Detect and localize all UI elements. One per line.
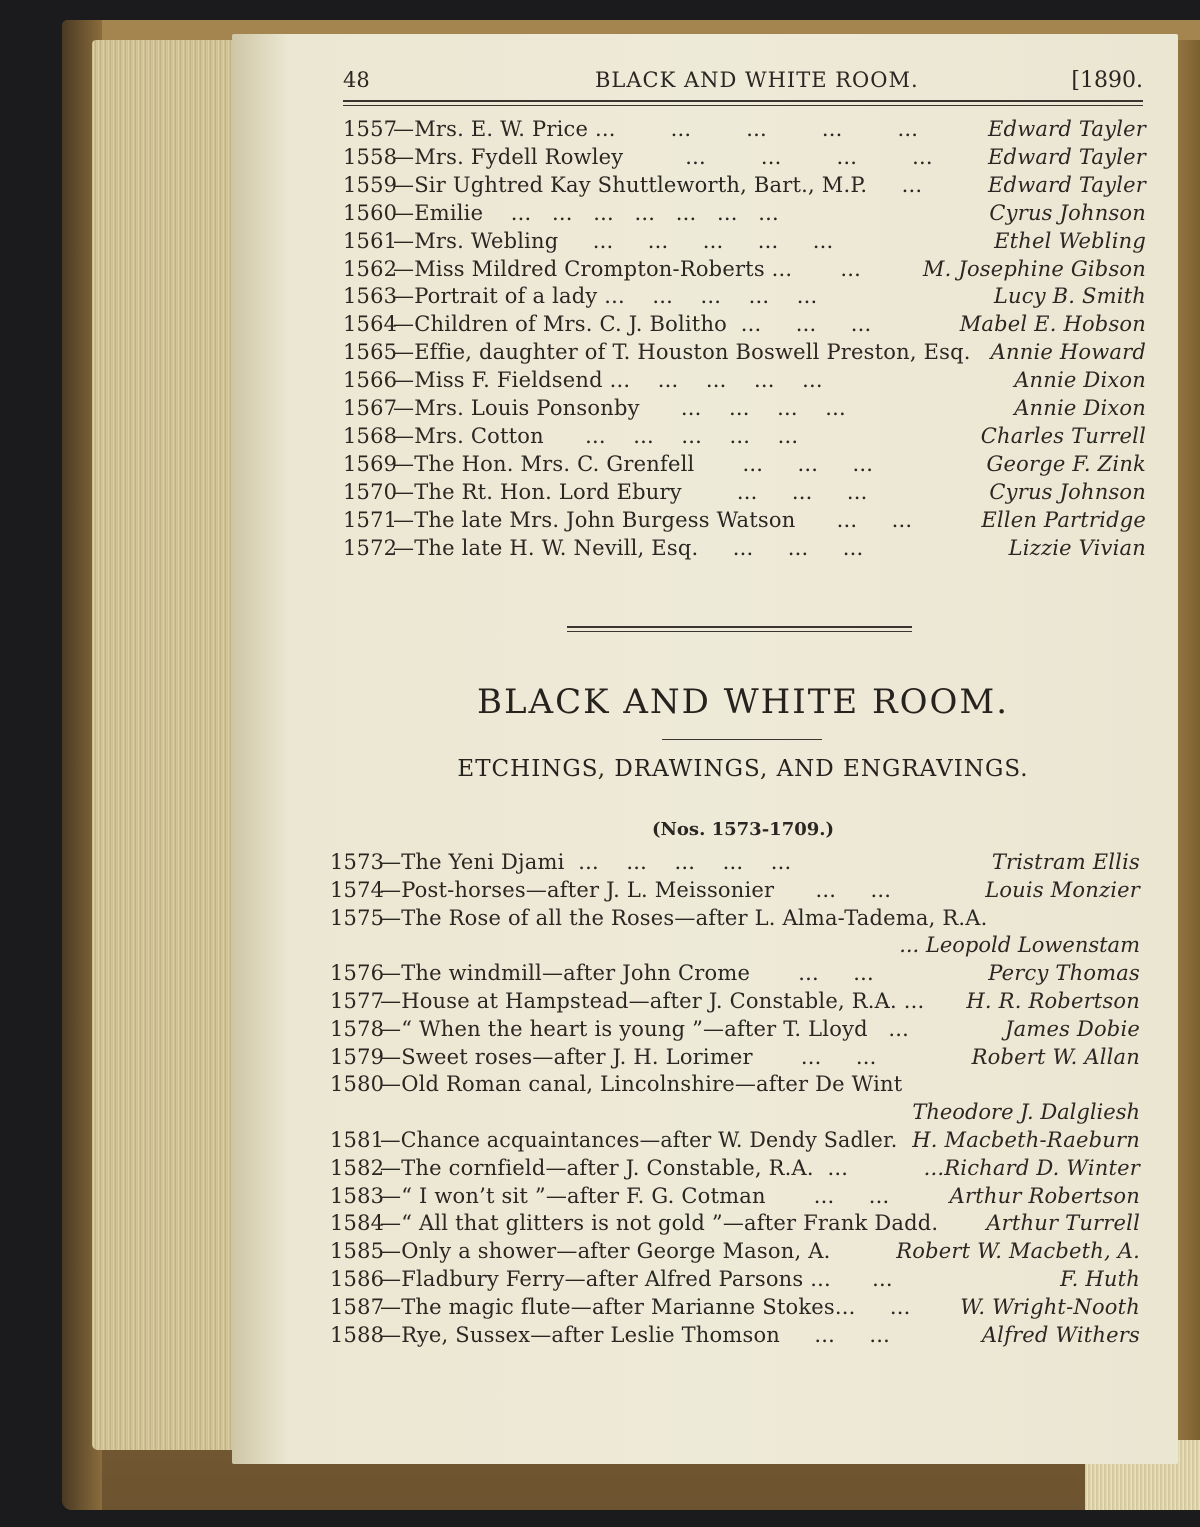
catalogue-entry — [343, 424, 1146, 452]
entry-artist: H. Macbeth-Raeburn — [912, 1128, 1140, 1152]
catalogue-entry — [343, 452, 1146, 480]
entry-number: 1586 — [330, 1267, 385, 1291]
catalogue-entry — [330, 1156, 1140, 1184]
entry-artist: ...Richard D. Winter — [923, 1155, 1140, 1180]
catalogue-entry — [330, 906, 1140, 934]
catalogue-entry — [343, 368, 1146, 396]
entry-number: 1557 — [343, 117, 398, 141]
entry-artist: Arthur Robertson — [949, 1183, 1140, 1208]
entry-artist: Louis Monzier — [985, 877, 1140, 902]
catalogue-entry — [343, 173, 1146, 201]
section-divider-top — [567, 626, 912, 628]
entry-number: 1574 — [330, 877, 385, 902]
running-header — [343, 68, 1143, 98]
entry-number: 1582 — [330, 1155, 385, 1180]
entry-artist: H. R. Robertson — [966, 989, 1140, 1013]
entry-number: 1579 — [330, 1044, 385, 1069]
entry-artist: Cyrus Johnson — [989, 200, 1146, 225]
running-title: BLACK AND WHITE ROOM. — [595, 68, 919, 92]
entry-title: —Mrs. Louis Ponsonby ... ... ... ... — [393, 396, 846, 420]
entry-artist: Edward Tayler — [988, 172, 1146, 197]
page-edges — [92, 40, 252, 1450]
catalogue-entry — [330, 1184, 1140, 1212]
entry-number: 1560 — [343, 200, 398, 225]
entry-number: 1570 — [343, 479, 398, 504]
entry-number: 1568 — [343, 423, 398, 448]
entry-number: 1573 — [330, 850, 385, 874]
catalogue-entry — [330, 961, 1140, 989]
entry-number: 1559 — [343, 172, 398, 197]
catalogue-entry — [330, 1295, 1140, 1323]
entry-number: 1564 — [343, 312, 398, 337]
entry-title: —“ I won’t sit ”—after F. G. Cotman ... ... — [380, 1183, 890, 1208]
catalogue-entry — [330, 1211, 1140, 1239]
catalogue-entry — [330, 878, 1140, 906]
entry-title: —Sir Ughtred Kay Shuttleworth, Bart., M.P. ... — [393, 172, 923, 197]
catalogue-entry — [343, 508, 1146, 536]
entry-number: 1587 — [330, 1294, 385, 1319]
section-range: (Nos. 1573-1709.) — [651, 819, 835, 840]
entry-title: —Emilie ... ... ... ... ... ... ... — [393, 200, 779, 225]
catalogue-entry — [330, 989, 1140, 1017]
entry-artist: Ellen Partridge — [981, 507, 1146, 532]
entry-number: 1583 — [330, 1183, 385, 1208]
entry-title: —The Rt. Hon. Lord Ebury ... ... ... — [393, 479, 868, 504]
entry-artist: James Dobie — [1005, 1016, 1140, 1041]
entry-artist: Annie Dixon — [1014, 368, 1146, 393]
entry-artist: Edward Tayler — [988, 117, 1146, 141]
entry-number: 1566 — [343, 368, 398, 393]
entry-title: —Sweet roses—after J. H. Lorimer ... ... — [380, 1044, 877, 1069]
entry-number: 1571 — [343, 507, 398, 532]
catalogue-entry — [343, 257, 1146, 285]
catalogue-entry — [343, 145, 1146, 173]
entry-title: —The Rose of all the Roses—after L. Alma-Tadema, R.A. — [380, 905, 988, 930]
entry-number: 1578 — [330, 1016, 385, 1041]
entry-artist: ... Leopold Lowenstam — [899, 933, 1140, 958]
entry-title: —Chance acquaintances—after W. Dendy Sadler. — [380, 1128, 898, 1152]
catalogue-entry — [330, 1267, 1140, 1295]
entry-artist: Alfred Withers — [981, 1322, 1140, 1347]
entry-number: 1565 — [343, 340, 398, 365]
entry-artist: Robert W. Macbeth, A. — [896, 1239, 1140, 1264]
entry-artist: Edward Tayler — [988, 144, 1146, 169]
entry-title: —Old Roman canal, Lincolnshire—after De Wint — [380, 1072, 903, 1097]
entry-number: 1576 — [330, 961, 385, 986]
entry-artist: Lucy B. Smith — [993, 284, 1146, 309]
section-divider-bottom — [567, 631, 912, 632]
catalogue-entry — [343, 117, 1146, 145]
year-label: [1890. — [1071, 68, 1143, 93]
entry-number: 1581 — [330, 1128, 385, 1152]
entry-artist: Cyrus Johnson — [989, 479, 1146, 504]
entry-number: 1563 — [343, 284, 398, 309]
catalogue-entry — [330, 1323, 1140, 1351]
entry-artist: M. Josephine Gibson — [922, 256, 1146, 281]
entry-title: —Rye, Sussex—after Leslie Thomson ... ... — [380, 1322, 891, 1347]
entry-artist: Robert W. Allan — [971, 1044, 1140, 1069]
entry-title: —Only a shower—after George Mason, A. — [380, 1239, 831, 1264]
entry-number: 1584 — [330, 1211, 385, 1236]
entry-artist: Mabel E. Hobson — [959, 312, 1146, 337]
entry-title: —The windmill—after John Crome ... ... — [380, 961, 874, 986]
entry-title: —Portrait of a lady ... ... ... ... ... — [393, 284, 818, 309]
entry-artist: Ethel Webling — [994, 228, 1146, 253]
entry-title: —“ When the heart is young ”—after T. Lloyd ... — [380, 1016, 910, 1041]
entry-title: —Children of Mrs. C. J. Bolitho ... ... ... — [393, 312, 872, 337]
entry-artist: Percy Thomas — [988, 961, 1140, 986]
entry-number: 1562 — [343, 256, 398, 281]
catalogue-entry — [343, 284, 1146, 312]
entry-title: —Miss F. Fieldsend ... ... ... ... ... — [393, 368, 823, 393]
section-subtitle: ETCHINGS, DRAWINGS, AND ENGRAVINGS. — [457, 756, 1029, 782]
entry-artist: Charles Turrell — [980, 423, 1146, 448]
catalogue-entry — [343, 312, 1146, 340]
entry-number: 1567 — [343, 396, 398, 420]
section-title: BLACK AND WHITE ROOM. — [476, 682, 1009, 722]
entry-title: —Post-horses—after J. L. Meissonier ... ... — [380, 877, 892, 902]
entry-title: —Mrs. Fydell Rowley ... ... ... ... — [393, 144, 933, 169]
entry-number: 1569 — [343, 451, 398, 476]
catalogue-entry — [330, 1239, 1140, 1267]
entry-title: —The late Mrs. John Burgess Watson ... ... — [393, 507, 913, 532]
entry-title: —Mrs. E. W. Price ... ... ... ... ... — [393, 117, 919, 141]
entry-number: 1577 — [330, 989, 385, 1013]
catalogue-entry — [330, 1128, 1140, 1156]
catalogue-entry — [343, 396, 1146, 424]
entry-artist: F. Huth — [1060, 1267, 1140, 1291]
entry-artist: Annie Howard — [990, 340, 1146, 365]
entry-title: —The cornfield—after J. Constable, R.A. ... — [380, 1155, 849, 1180]
entry-title: —“ All that glitters is not gold ”—after Frank Dadd. — [380, 1211, 939, 1236]
header-rule-top — [343, 100, 1143, 102]
entry-number: 1588 — [330, 1322, 385, 1347]
entry-title: —Mrs. Cotton ... ... ... ... ... — [393, 423, 799, 448]
entry-number: 1558 — [343, 144, 398, 169]
entry-artist: Annie Dixon — [1014, 396, 1146, 420]
entry-artist: Arthur Turrell — [986, 1211, 1140, 1236]
catalogue-entry — [343, 480, 1146, 508]
catalogue-entry — [330, 850, 1140, 878]
entry-artist: Theodore J. Dalgliesh — [912, 1100, 1140, 1125]
catalogue-entry — [330, 1017, 1140, 1045]
entry-number: 1575 — [330, 905, 385, 930]
entry-artist: Tristram Ellis — [991, 850, 1140, 874]
entry-artist: George F. Zink — [986, 451, 1146, 476]
entry-title: —Mrs. Webling ... ... ... ... ... — [393, 228, 834, 253]
entry-number: 1572 — [343, 535, 398, 560]
entry-artist: Lizzie Vivian — [1008, 535, 1146, 560]
entry-title: —The Hon. Mrs. C. Grenfell ... ... ... — [393, 451, 874, 476]
catalogue-entry — [330, 1045, 1140, 1073]
entry-number: 1561 — [343, 228, 398, 253]
catalogue-entry — [343, 201, 1146, 229]
entry-number: 1585 — [330, 1239, 385, 1264]
entry-number: 1580 — [330, 1072, 385, 1097]
catalogue-entry — [343, 340, 1146, 368]
entry-title: —The Yeni Djami ... ... ... ... ... — [380, 850, 792, 874]
entry-title: —Effie, daughter of T. Houston Boswell Preston, Esq. — [393, 340, 971, 365]
entry-title: —The late H. W. Nevill, Esq. ... ... ... — [393, 535, 864, 560]
catalogue-entry — [330, 1072, 1140, 1100]
entry-artist: W. Wright-Nooth — [960, 1294, 1140, 1319]
header-rule-bottom — [343, 105, 1143, 106]
title-underline — [662, 739, 822, 740]
entry-title: —Miss Mildred Crompton-Roberts ... ... — [393, 256, 862, 281]
catalogue-entry — [343, 536, 1146, 564]
catalogue-entry — [343, 229, 1146, 257]
entry-title: —House at Hampstead—after J. Constable, R.A. ... — [380, 989, 925, 1013]
page-number: 48 — [343, 68, 370, 92]
entry-title: —Fladbury Ferry—after Alfred Parsons ... ... — [380, 1267, 893, 1291]
entry-title: —The magic flute—after Marianne Stokes... ... — [380, 1294, 911, 1319]
